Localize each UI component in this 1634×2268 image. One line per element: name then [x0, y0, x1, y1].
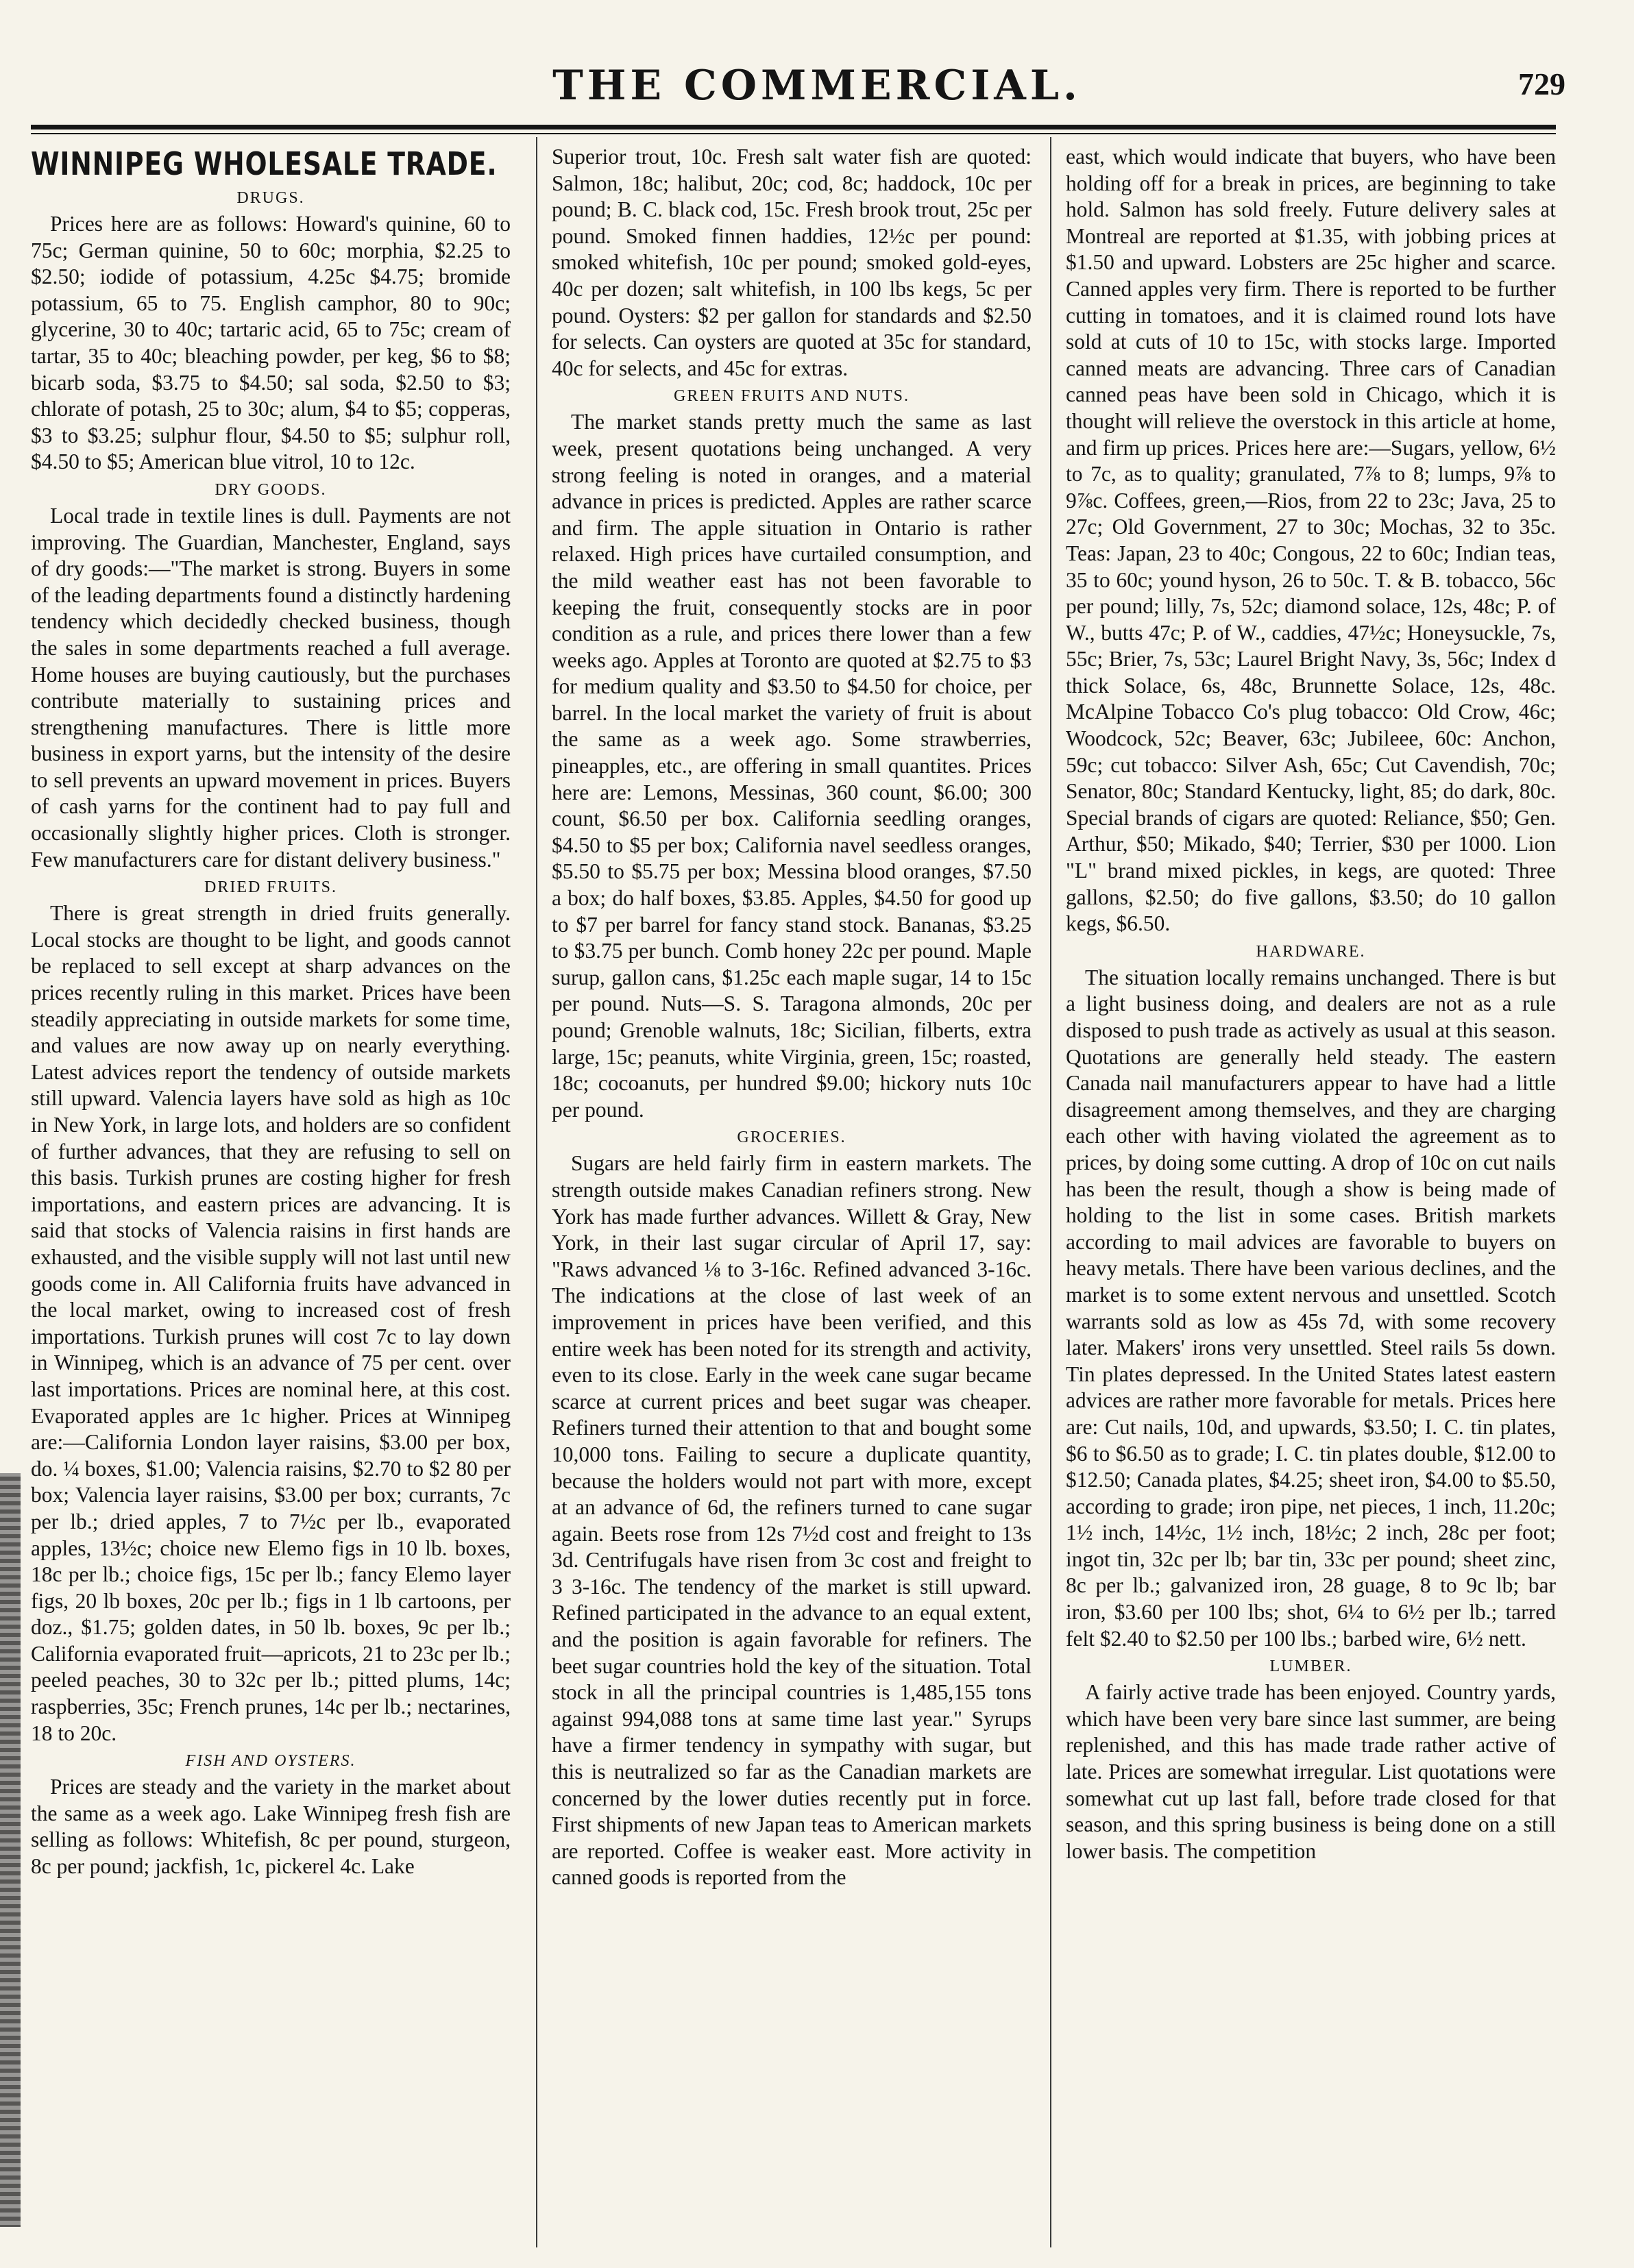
paragraph: There is great strength in dried fruits generally. Local stocks are thought to be light, and goods cannot be replaced to sell except at sharp advances on the prices recently ruling in this market. Prices have been steadily appreciating in outside markets for some time, and values are now away up on nearly everything. Latest advices report the tendency of outside markets still upward. Valencia layers have sold as high as 10c in New York, in large lots, and holders are so confident of further advances, that they are refusing to sell on this basis. Turkish prunes are costing higher for fresh importations, and eastern prices are advancing. It is said that stocks of Valencia raisins in first hands are exhausted, and the visible supply will not last until new goods come in. All California fruits have advanced in the local market, owing to increased cost of fresh importations. Turkish prunes will cost 7c to lay down in Winnipeg, which is an advance of 75 per cent. over last importations. Prices are nominal here, at this cost. Evaporated apples are 1c higher. Prices at Winnipeg are:—California London layer raisins, $3.00 per box, do. ¼ boxes, $1.00; Valencia raisins, $2.70 to $2 80 per box; Valencia layer raisins, $3.00 per box; currants, 7c per lb.; dried apples, 7 to 7½c per lb., evaporated apples, 13½c; choice new Elemo figs in 10 lb. boxes, 18c per lb.; choice figs, 15c per lb.; fancy Elemo layer figs, 20 lb boxes, 20c per lb.; figs in 1 lb cartoons, per doz., $1.75; golden dates, in 50 lb. boxes, 9c per lb.; California evaporated fruit—apricots, 21 to 23c per lb.; peeled peaches, 30 to 32c per lb.; pitted plums, 14c; raspberries, 35c; French prunes, 14c per lb.; nectarines, 18 to 20c.	[31, 901, 511, 1745]
article-headline: WINNIPEG WHOLESALE TRADE.	[31, 145, 498, 182]
page-number: 729	[1518, 66, 1565, 101]
paragraph: Local trade in textile lines is dull. Payments are not improving. The Guardian, Manchester, England, says of dry goods:—"The market is strong. Buyers in some of the leading departments found a distinctly hardening tendency which decidedly checked business, though the sales in some departments reached a full average. Home houses are buying cautiously, but the purchases contribute materially to sustaining prices and strengthening manufactures. There is little more business in export yarns, but the intensity of the desire to sell prevents an upward movement in prices. Buyers of cash yarns for the continent had to pay full and occasionally slightly higher prices. Cloth is stronger. Few manufacturers care for distant delivery business."	[31, 503, 511, 872]
section-heading: GROCERIES.	[737, 1129, 846, 1147]
section-heading: DRY GOODS.	[215, 480, 327, 499]
column-1	[31, 144, 511, 2234]
section-heading: FISH AND OYSTERS.	[185, 1752, 356, 1771]
section-heading: DRIED FRUITS.	[204, 878, 337, 897]
paragraph: The market stands pretty much the same as last week, present quotations being unchanged. A very strong feeling is noted in oranges, and a material advance in prices is predicted. Apples are rather scarce and firm. The apple situation in Ontario is rather relaxed. High prices have curtailed consumption, and the mild weather east has not been favorable to keeping the fruit, consequently stocks are in poor condition as a rule, and prices there lower than a few weeks ago. Apples at Toronto are quoted at $2.75 to $3 for medium quality and $3.50 to $4.50 for choice, per barrel. In the local market the variety of fruit is about the same as a week ago. Some strawberries, pineapples, etc., are offering in small quantites. Prices here are: Lemons, Messinas, 360 count, $6.00; 300 count, $6.50 per box. California seedling oranges, $4.50 to $5 per box; California navel seedless oranges, $5.50 to $5.75 per box; Messina blood oranges, $7.50 a box; do half boxes, $3.85. Apples, $4.50 for good up to $7 per barrel for fancy stand stock. Bananas, $3.25 to $3.75 per bunch. Comb honey 22c per pound. Maple surup, gallon cans, $1.25c each maple sugar, 14 to 15c per pound. Nuts—S. S. Taragona almonds, 20c per pound; Grenoble walnuts, 18c; Sicilian, filberts, extra large, 15c; peanuts, white Virginia, green, 15c; roasted, 18c; cocoanuts, per hundred $9.00; hickory nuts 10c per pound.	[552, 410, 1032, 1122]
paragraph: The situation locally remains unchanged. There is but a light business doing, and dealers are not as a rule disposed to push trade as actively as usual at this season. Quotations are generally held steady. The eastern Canada nail manufacturers appear to have had a little disagreement among themselves, and they are charging each other with having violated the agreement as to prices, by doing some cutting. A drop of 10c on cut nails has been the result, though a show is being made of holding to the list in some cases. British markets according to mail advices are favorable to buyers on heavy metals. There have been various declines, and the market is to some extent nervous and unsettled. Scotch warrants sold as low as 45s 7d, with some recovery later. Makers' irons very unsettled. Steel rails 5s down. Tin plates depressed. In the United States latest eastern advices are rather more favorable for metals. Prices here are: Cut nails, 10d, and upwards, $3.50; I. C. tin plates, $6 to $6.50 as to grade; I. C. tin plates double, $12.00 to $12.50; Canada plates, $4.25; sheet iron, $4.00 to $5.50, according to grade; iron pipe, net pieces, 1 inch, 11.20c; 1½ inch, 14½c, 1½ inch, 18½c; 2 inch, 28c per foot; ingot tin, 32c per lb; bar tin, 33c per pound; sheet zinc, 8c per lb.; galvanized iron, 28 guage, 8 to 9c lb; bar iron, $3.60 per 100 lbs; shot, 6¼ to 6½ per lb.; tarred felt $2.40 to $2.50 per 100 lbs.; barbed wire, 6½ nett.	[1066, 965, 1556, 1651]
paragraph: Prices are steady and the variety in the market about the same as a week ago. Lake Winnipeg fresh fish are selling as follows: Whitefish, 8c per pound, sturgeon, 8c per pound; jackfish, 1c, pickerel 4c. Lake	[31, 1775, 511, 1879]
paragraph: Superior trout, 10c. Fresh salt water fish are quoted: Salmon, 18c; halibut, 20c; cod, 8c; haddock, 10c per pound; B. C. black cod, 15c. Fresh brook trout, 25c per pound. Smoked finnen haddies, 12½c per pound: smoked whitefish, 10c per pound; smoked gold-eyes, 40c per dozen; salt whitefish, in 100 lbs kegs, 5c per pound. Oysters: $2 per gallon for standards and $2.50 for selects. Can oysters are quoted at 35c for standard, 40c for selects, and 45c for extras.	[552, 145, 1032, 380]
masthead	[0, 62, 1634, 123]
newspaper-title: THE COMMERCIAL.	[552, 62, 1082, 110]
paragraph: Prices here are as follows: Howard's quinine, 60 to 75c; German quinine, 50 to 60c; morphia, $2.25 to $2.50; iodide of potassium, 4.25c $4.75; bromide potassium, 65 to 75. English camphor, 80 to 90c; glycerine, 30 to 40c; tartaric acid, 65 to 75c; cream of tartar, 35 to 40c; bleaching powder, per keg, $6 to $8; bicarb soda, $3.75 to $4.50; sal soda, $2.50 to $3; chlorate of potash, 25 to 30c; alum, $4 to $5; copperas, $3 to $3.25; sulphur flour, $4.50 to $5; sulphur roll, $4.50 to $5; American blue vitrol, 10 to 12c.	[31, 212, 511, 474]
column-divider	[536, 137, 537, 2247]
paragraph: east, which would indicate that buyers, who have been holding off for a break in prices, are beginning to take hold. Salmon has sold freely. Future delivery sales at Montreal are reported at $1.35, with jobbing prices at $1.50 and upward. Lobsters are 25c higher and scarce. Canned apples very firm. There is reported to be further cutting in tomatoes, and it is claimed round lots have sold at cuts of 10 to 15c, with stocks large. Imported canned meats are advancing. Three cars of Canadian canned peas have been sold in Chicago, which it is thought will relieve the overstock in this article at home, and firm up prices. Prices here are:—Sugars, yellow, 6½ to 7c, as to quality; granulated, 7⅞ to 8; lumps, 9⅞ to 9⅞c. Coffees, green,—Rios, from 22 to 23c; Java, 25 to 27c; Old Government, 27 to 30c; Mochas, 32 to 35c. Teas: Japan, 23 to 40c; Congous, 22 to 60c; Indian teas, 35 to 60c; yound hyson, 26 to 50c. T. & B. tobacco, 56c per pound; lilly, 7s, 52c; diamond solace, 12s, 48c; P. of W., butts 47c; P. of W., caddies, 47½c; Honeysuckle, 7s, 55c; Brier, 7s, 53c; Laurel Bright Navy, 3s, 56c; Index d thick Solace, 6s, 48c, Brunnette Solace, 12s, 48c. McAlpine Tobacco Co's plug tobacco: Old Crow, 46c; Woodcock, 52c; Beaver, 63c; Jubileee, 60c: Anchon, 59c; cut tobacco: Silver Ash, 65c; Cut Cavendish, 70c; Senator, 80c; Standard Kentucky, light, 85; do dark, 80c. Special brands of cigars are quoted: Reliance, $50; Gen. Arthur, $50; Mikado, $40; Terrier, $30 per 1000. Lion "L" brand mixed pickles, in kegs, are quoted: Three gallons, $2.50; do five gallons, $3.50; do 10 gallon kegs, $6.50.	[1066, 145, 1556, 936]
column-2	[552, 144, 1032, 2234]
column-3	[1066, 144, 1556, 2234]
section-heading: GREEN FRUITS AND NUTS.	[673, 387, 910, 406]
masthead-thin-rule	[31, 133, 1556, 134]
section-heading: DRUGS.	[236, 189, 305, 207]
column-divider	[1050, 137, 1051, 2247]
section-heading: HARDWARE.	[1256, 942, 1366, 961]
paragraph: Sugars are held fairly firm in eastern markets. The strength outside makes Canadian refiners strong. New York has made further advances. Willett & Gray, New York, in their last sugar circular of April 17, say: "Raws advanced ⅛ to 3-16c. Refined advanced 3-16c. The indications at the close of last week of an improvement in prices have been verified, and this entire week has been noted for its strength and activity, even to its close. Early in the week cane sugar became scarce at current prices and beet sugar was cheaper. Refiners turned their attention to that and bought some 10,000 tons. Failing to secure a duplicate quantity, because the holders would not part with more, except at an advance of 6d, the refiners turned to cane sugar again. Beets rose from 12s 7½d cost and freight to 13s 3d. Centrifugals have risen from 3c cost and freight to 3 3-16c. The tendency of the market is still upward. Refined participated in the advance to an equal extent, and the position is again favorable for refiners. The beet sugar countries hold the key of the situation. Total stock in all the principal countries is 1,485,155 tons against 994,088 tons at same time last year." Syrups have a firmer tendency in sympathy with sugar, but this is neutralized so far as the Canadian markets are concerned by the lower duties recently put in force. First shipments of new Japan teas to American markets are reported. Coffee is weaker east. More activity in canned goods is reported from the	[552, 1151, 1032, 1890]
section-heading: LUMBER.	[1269, 1657, 1352, 1676]
masthead-thick-rule	[31, 125, 1556, 130]
paragraph: A fairly active trade has been enjoyed. Country yards, which have been very bare since last summer, are being replenished, and this has made trade rather active of late. Prices are somewhat irregular. List quotations were somewhat cut up last fall, before trade closed for that season, and this spring business is being done on a still lower basis. The competition	[1066, 1680, 1556, 1863]
scan-edge-artifact	[0, 1473, 21, 2227]
